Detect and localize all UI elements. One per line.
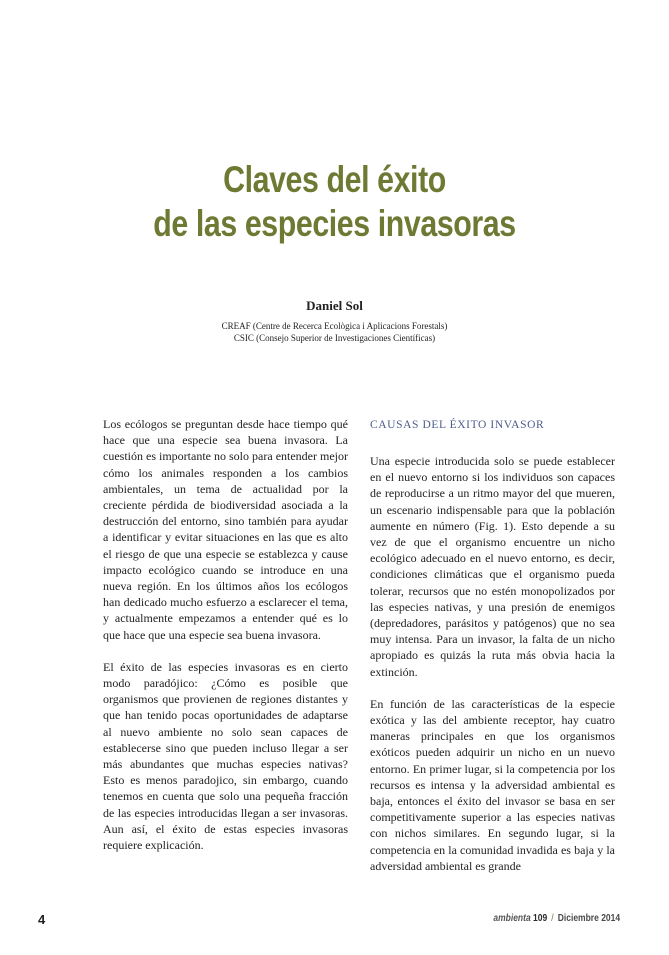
article-title	[60, 158, 609, 246]
magazine-name: ambienta	[493, 913, 531, 924]
footer-masthead	[493, 913, 620, 924]
title-line-2: de las especies invasoras	[153, 203, 516, 244]
body-paragraph: Los ecólogos se preguntan desde hace tiempo qué hace que una especie sea buena invasora. La cuestión es importante no solo para entender mejor cómo los animales responden a los cambios ambientales, un tema de actualidad por la creciente pérdida de biodiversidad asociada a la destrucción del entorno, sino también para ayudar a identificar y evitar situaciones en las que es alto el riesgo de que una especie se establezca y cause impacto ecológico cuando se introduce en una nueva región. En los últimos años los ecólogos han dedicado mucho esfuerzo a esclarecer el tema, y actualmente empezamos a entender qué es lo que hace que una especie sea buena invasora.	[103, 417, 348, 642]
body-paragraph: Una especie introducida solo se puede establecer en el nuevo entorno si los individuos son capaces de reproducirse a un ritmo mayor del que mueren, un escenario indispensable para que la población aumente en número (Fig. 1). Esto depende a su vez de que el organismo encuentre un nicho ecológico adecuado en el nuevo entorno, es decir, condiciones climáticas que el organismo pueda tolerar, recursos que no estén monopolizados por las especies nativas, y una presión de enemigos (depredadores, parásitos y patógenos) que no sea muy intensa. Para un invasor, la falta de un nicho apropiado es quizás la ruta más obvia hacia la extinción.	[370, 454, 615, 679]
body-paragraph: En función de las características de la especie exótica y las del ambiente receptor, hay cuatro maneras principales en que los organismos exóticos pueden adquirir un nicho en un nuevo entorno. En primer lugar, si la competencia por los recursos es intensa y la adversidad ambiental es baja, entonces el éxito del invasor se basa en ser competitivamente superior a las especies nativas con nichos similares. En segundo lugar, si la competencia en la comunidad invadida es baja y la adversidad ambiental es grande	[370, 696, 615, 873]
title-line-1: Claves del éxito	[223, 159, 446, 200]
affiliation-creaf: CREAF (Centre de Recerca Ecològica i Aplicacions Forestals)	[221, 321, 448, 331]
body-paragraph: El éxito de las especies invasoras es en cierto modo paradójico: ¿Cómo es posible que organismos que provienen de regiones distantes y que han tenido pocas oportunidades de adaptarse al nuevo ambiente no solo sean capaces de establecerse sino que pueden incluso llegar a ser más abundantes que muchas especies nativas? Esto es menos paradojico, sin embargo, cuando tenemos en cuenta que solo una pequeña fracción de las especies introducidas llegan a ser invasoras. Aun así, el éxito de estas especies invasoras requiere explicación.	[103, 659, 348, 853]
section-heading: CAUSAS DEL ÉXITO INVASOR	[370, 419, 545, 431]
affiliation-csic: CSIC (Consejo Superior de Investigaciones Científicas)	[233, 333, 436, 343]
left-column	[103, 416, 348, 853]
issue-number: 109	[532, 913, 548, 924]
footer-separator: /	[551, 913, 554, 924]
author-name: Daniel Sol	[306, 298, 363, 313]
issue-date: Diciembre 2014	[557, 913, 620, 924]
page-number: 4	[38, 912, 46, 927]
author-affiliations	[0, 320, 669, 344]
right-column	[370, 418, 615, 874]
